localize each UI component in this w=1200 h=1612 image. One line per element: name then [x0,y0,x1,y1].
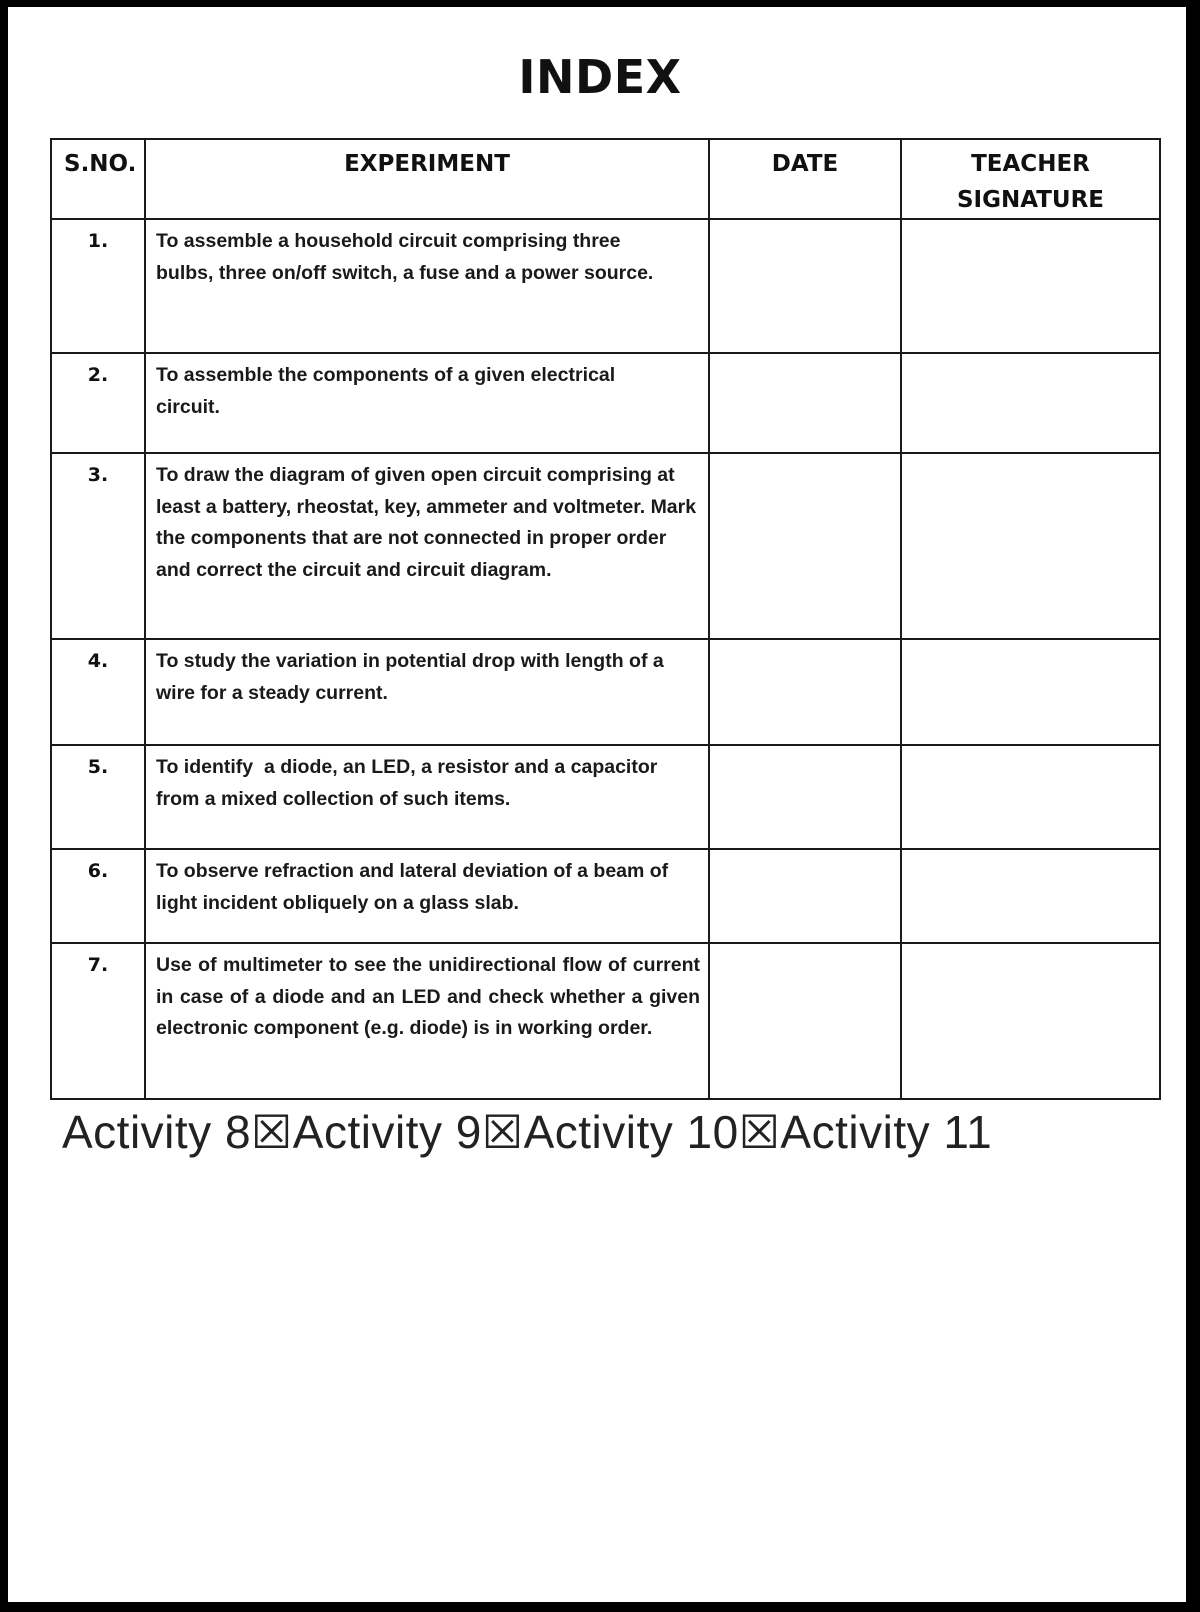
activities-line: Activity 8☒Activity 9☒Activity 10☒Activity 11 [62,1106,993,1158]
sno-cell: 2. [51,353,145,453]
date-cell [709,453,901,639]
experiment-cell: To study the variation in potential drop with length of a wire for a steady current. [145,639,709,745]
date-cell [709,943,901,1099]
date-cell [709,849,901,943]
experiment-cell: To assemble a household circuit comprising three bulbs, three on/off switch, a fuse and a power source. [145,219,709,353]
experiment-cell: To observe refraction and lateral deviation of a beam of light incident obliquely on a glass slab. [145,849,709,943]
experiment-header: EXPERIMENT [145,139,709,219]
page-title: INDEX [518,50,682,104]
table-row [51,219,1160,353]
table-row [51,745,1160,849]
sno-cell: 7. [51,943,145,1099]
experiment-cell: To draw the diagram of given open circuit comprising at least a battery, rheostat, key, ammeter and voltmeter. Mark the components that are not connected in proper order and correct the circuit and circuit diagram. [145,453,709,639]
date-header: DATE [709,139,901,219]
sno-cell: 6. [51,849,145,943]
signature-cell [901,353,1160,453]
date-cell [709,219,901,353]
table-row [51,353,1160,453]
experiment-cell: To identify a diode, an LED, a resistor and a capacitor from a mixed collection of such items. [145,745,709,849]
experiment-cell: Use of multimeter to see the unidirectional flow of current in case of a diode and an LED and check whether a given electronic component (e.g. diode) is in working order. [145,943,709,1099]
teacher-signature-header: TEACHER SIGNATURE [901,139,1160,219]
signature-cell [901,943,1160,1099]
signature-cell [901,639,1160,745]
date-cell [709,353,901,453]
sno-cell: 3. [51,453,145,639]
signature-cell [901,849,1160,943]
experiment-cell: To assemble the components of a given electrical circuit. [145,353,709,453]
table-row [51,849,1160,943]
signature-cell [901,745,1160,849]
sno-header: S.NO. [51,139,145,219]
table-row [51,943,1160,1099]
date-cell [709,745,901,849]
date-cell [709,639,901,745]
table-row [51,639,1160,745]
index-table [50,138,1161,1100]
signature-cell [901,219,1160,353]
table-row [51,453,1160,639]
sno-cell: 1. [51,219,145,353]
sno-cell: 4. [51,639,145,745]
sno-cell: 5. [51,745,145,849]
signature-cell [901,453,1160,639]
table-header-row [51,139,1160,219]
